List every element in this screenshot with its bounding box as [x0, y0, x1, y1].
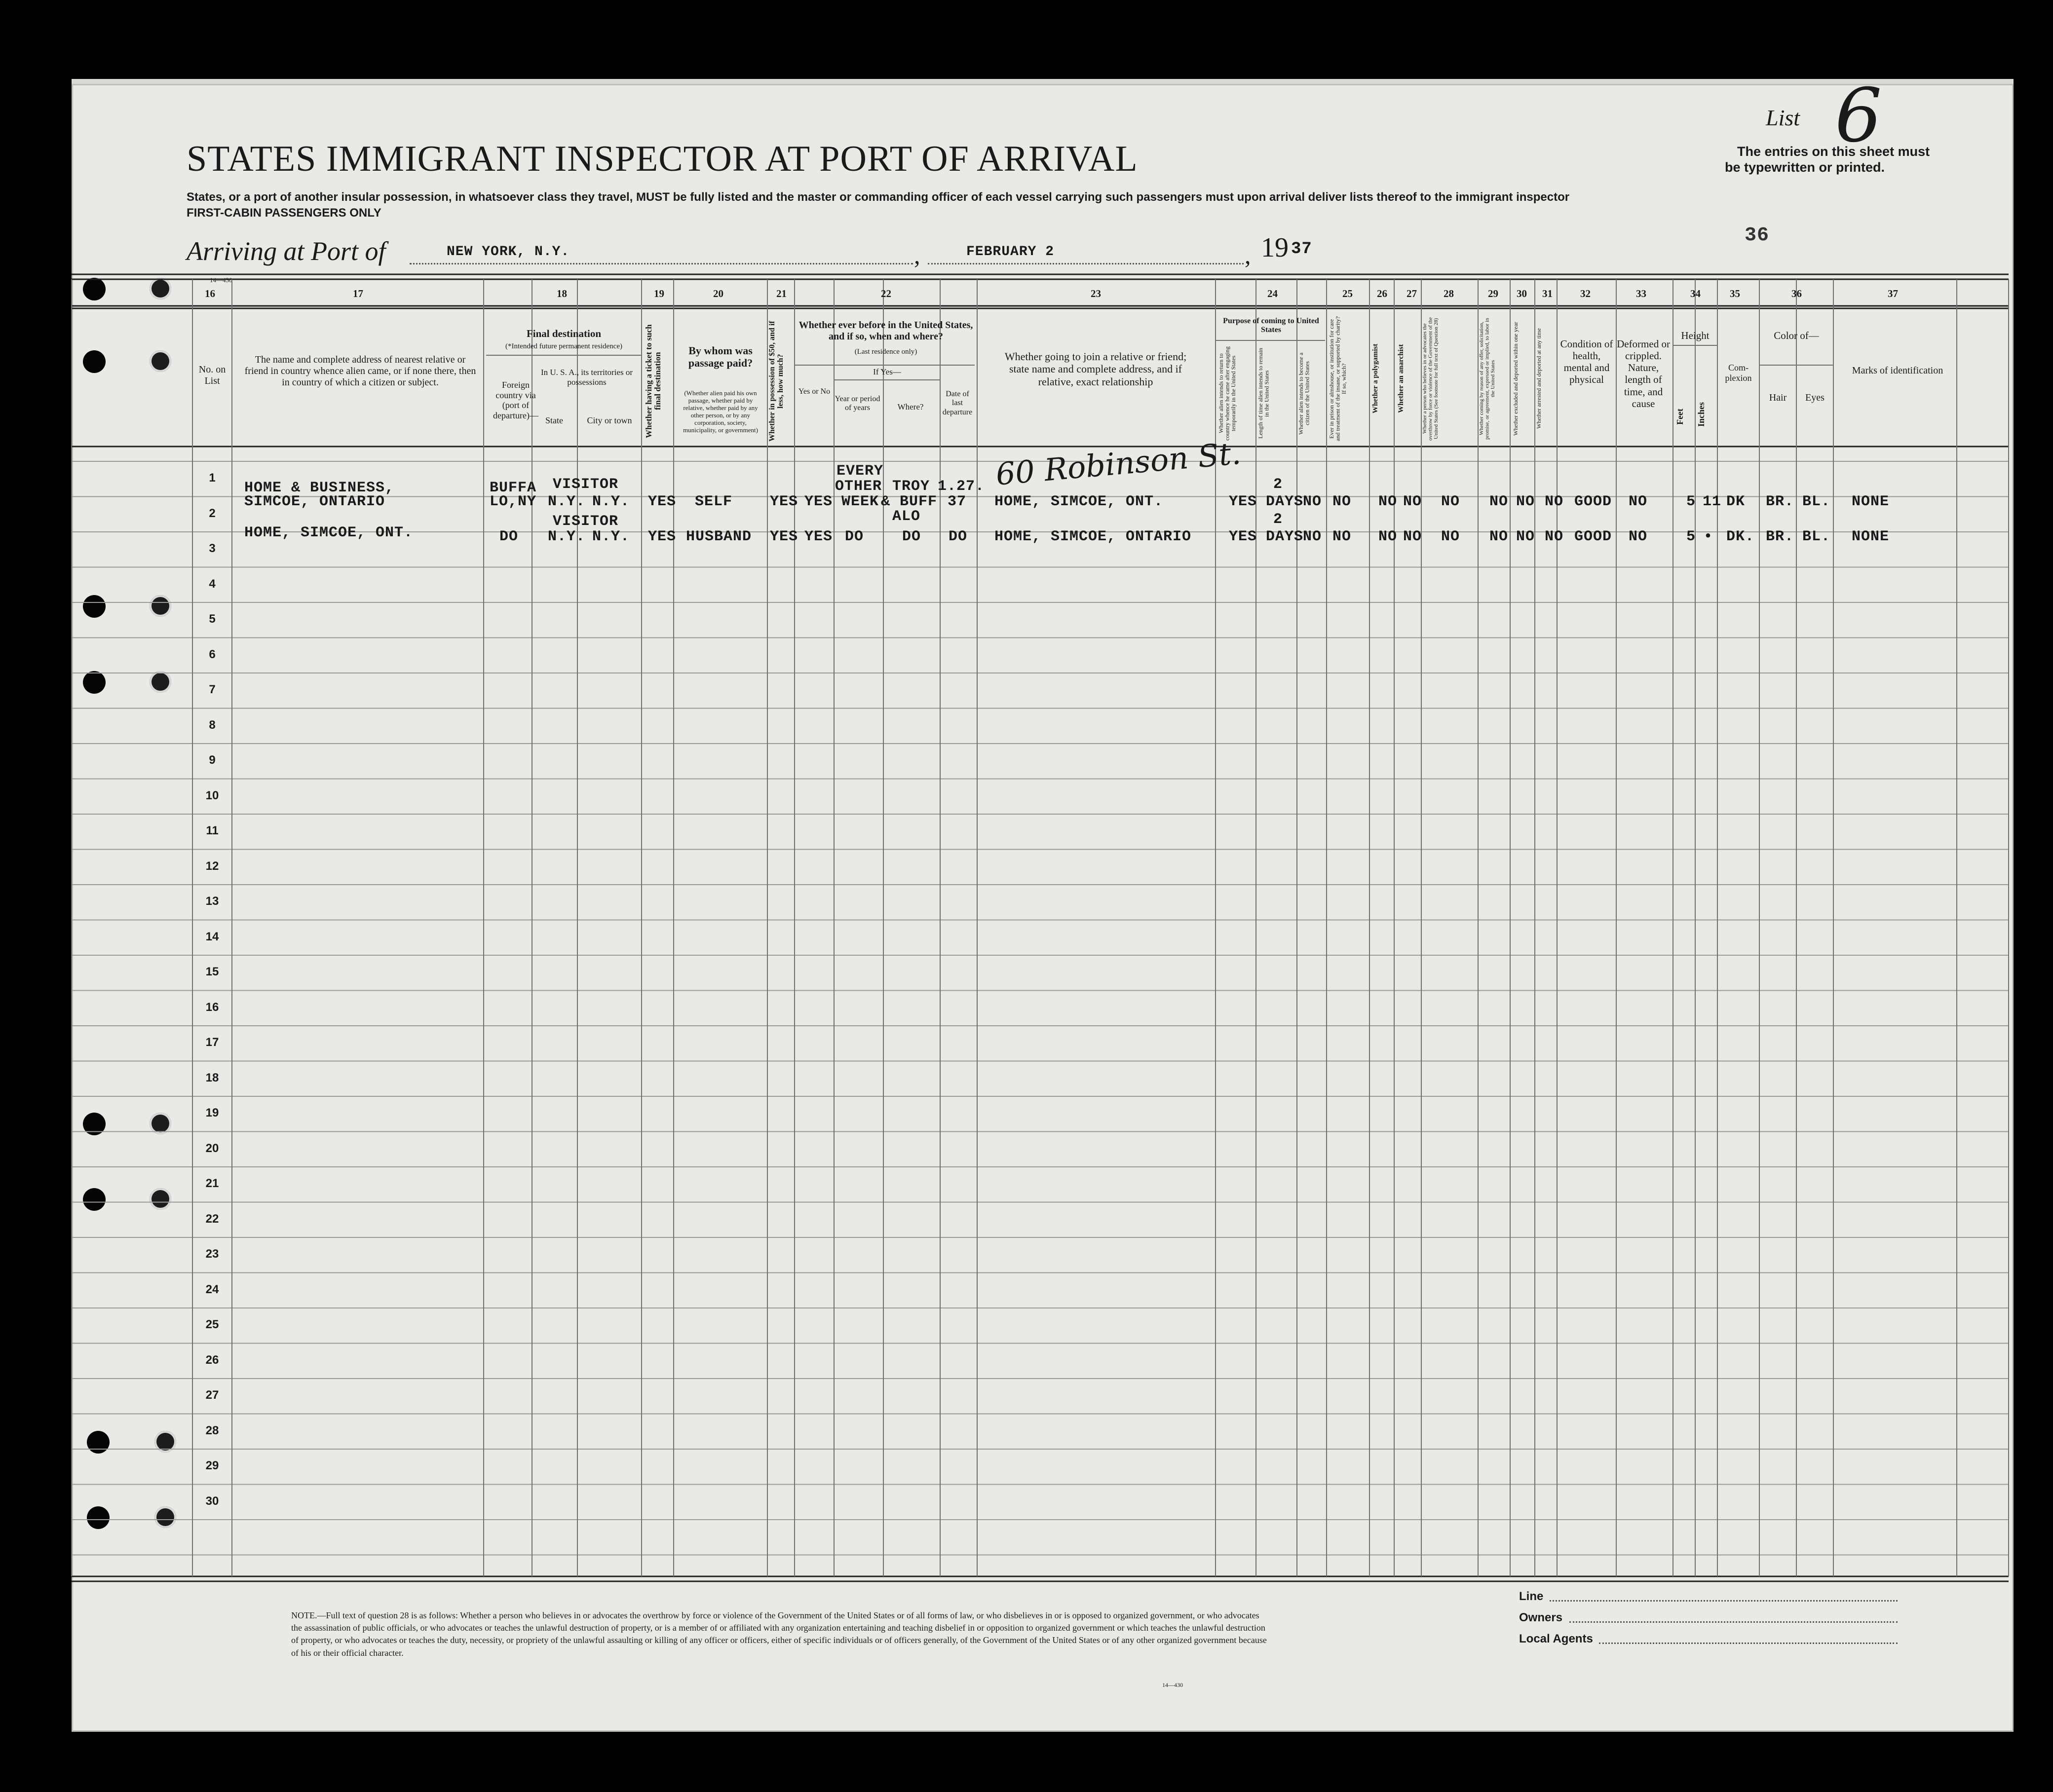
header-last-residence: (Last residence only): [854, 348, 917, 356]
header-marks: Marks of identification: [1852, 365, 1943, 376]
header-arrested: Whether arrested and deported at any time: [1535, 328, 1542, 429]
column-number: 35: [1730, 288, 1740, 299]
header-polygamist: Whether a polygamist: [1371, 343, 1379, 414]
row-number: 28: [205, 1423, 219, 1437]
row-number: 25: [205, 1318, 219, 1331]
column-number: 33: [1636, 288, 1646, 299]
header-if-yes: If Yes—: [873, 367, 901, 376]
port-value: NEW YORK, N.Y.: [447, 244, 570, 260]
arriving-label: Arriving at Port of: [187, 236, 386, 266]
list-label: List: [1766, 105, 1800, 130]
cell-marks: NONE: [1852, 528, 1890, 545]
cell-excluded: NO: [1516, 528, 1535, 545]
row-number: 13: [205, 895, 219, 908]
cell-become-citizen: NO: [1303, 528, 1322, 545]
cell-foreign-country: BUFFA: [490, 480, 537, 496]
row-number: 20: [205, 1141, 219, 1155]
header-anarchist: Whether an anarchist: [1397, 344, 1405, 413]
cell-last-departure: 37: [948, 493, 967, 510]
header-intends-return: Whether alien intends to return to country whence he came after engaging temporarily in the United States: [1217, 346, 1237, 441]
header-final-destination-note: (*Intended future permanent residence): [505, 342, 622, 350]
cell-feet: 5: [1686, 528, 1696, 545]
cell-length-of-time: 2: [1273, 511, 1283, 528]
header-excluded: Whether excluded and deported within one year: [1512, 322, 1519, 436]
cell-deformed: NO: [1629, 528, 1648, 545]
list-number: 6: [1835, 73, 1882, 159]
row-number: 26: [205, 1353, 219, 1367]
row-number: 6: [209, 647, 216, 661]
row-number: 1: [209, 471, 216, 485]
subtitle: States, or a port of another insular possession, in whatsoever class they travel, MUST be fully listed and the master or commanding officer of each vessel carrying such passengers must upon arrival deliver lists thereof to the immigrant inspector: [187, 190, 1570, 204]
year-prefix: 19: [1261, 232, 1289, 263]
column-number: 30: [1517, 288, 1527, 299]
header-year-period: Year or period of years: [835, 395, 880, 412]
cell-overthrow: NO: [1441, 528, 1460, 545]
column-number: 16: [205, 288, 215, 299]
header-in-usa: In U. S. A., its territories or possessions: [540, 368, 633, 387]
cell-arrested: NO: [1545, 493, 1564, 510]
cell-inches: •: [1704, 528, 1713, 545]
cell-feet: 5: [1686, 493, 1696, 510]
header-final-destination: Final destination: [526, 328, 602, 339]
column-number: 18: [557, 288, 567, 299]
footnote-question-28: NOTE.—Full text of question 28 is as follows: Whether a person who believes in or advocates the overthrow by force or violence of the Government of the United States or of all forms of law, or who disbelieves in or is opposed to organized government, or who advocates the assassination of public officials, or who advocates or teaches the unlawful destruction of property, or is a member of or affiliated with any organization entertaining and teaching disbelief in or opposition to organized government or which teaches the unlawful destruction of property, or who advocates or teaches the duty, necessity, or propriety of the unlawful assaulting or killing of any officer or officers, either of specific individuals or of officers generally, of the Government of the United States or of any other organized government because of his or their official character.: [291, 1610, 1267, 1658]
cell-fifty-dollars: YES: [770, 528, 798, 545]
cell-visitor: VISITOR: [553, 476, 619, 493]
cell-hair: BR.: [1766, 528, 1794, 545]
column-number: 23: [1091, 288, 1101, 299]
row-number: 15: [205, 965, 219, 978]
cell-foreign-country: LO,NY: [490, 493, 537, 510]
row-number: 9: [209, 753, 216, 767]
footer-form-code: 14—430: [1162, 1681, 1183, 1688]
cell-labor-offer: NO: [1489, 493, 1509, 510]
owners-field: [1569, 1621, 1898, 1623]
header-nearest-relative: The name and complete address of nearest relative or friend in country whence alien came, or if none there, then in country of which a citizen or subject.: [244, 354, 476, 388]
cell-length-of-time: 2: [1273, 476, 1283, 493]
page-title: STATES IMMIGRANT INSPECTOR AT PORT OF ARRIVAL: [187, 139, 1138, 179]
cell-hair: BR.: [1766, 493, 1794, 510]
cell-prison: NO: [1332, 493, 1352, 510]
header-last-departure: Date of last departure: [942, 390, 973, 416]
header-color-of: Color of—: [1774, 330, 1819, 341]
column-number: 24: [1267, 288, 1278, 299]
cell-deformed: NO: [1629, 493, 1648, 510]
comma: ,: [914, 241, 920, 269]
cell-intends-return: YES: [1229, 493, 1257, 510]
row-number: 29: [205, 1459, 219, 1472]
cell-labor-offer: NO: [1489, 528, 1509, 545]
cell-ticket: YES: [648, 528, 677, 545]
header-height: Height: [1681, 330, 1710, 341]
header-passage-paid: By whom was passage paid?: [688, 344, 753, 370]
cell-inches: 11: [1703, 493, 1722, 510]
cell-polygamist: NO: [1378, 528, 1398, 545]
cell-year-period: WEEK: [841, 493, 879, 510]
cell-last-departure: DO: [949, 528, 968, 545]
column-number: 29: [1488, 288, 1498, 299]
header-ticket: Whether having a ticket to such final destination: [644, 324, 662, 438]
column-number: 37: [1888, 288, 1898, 299]
cell-passage-paid: HUSBAND: [686, 528, 752, 545]
line-label: Line: [1519, 1590, 1544, 1603]
row-number: 17: [205, 1036, 219, 1049]
cell-city: N.Y.: [592, 528, 630, 545]
header-state: State: [545, 415, 563, 425]
cell-join-relative: HOME, SIMCOE, ONT.: [994, 493, 1164, 510]
header-eyes: Eyes: [1805, 392, 1825, 403]
year-suffix: 37: [1291, 240, 1312, 259]
cell-prison: NO: [1332, 528, 1352, 545]
header-fifty-dollars: Whether in possession of $50, and if less, how much?: [768, 321, 785, 442]
cell-anarchist: NO: [1403, 493, 1422, 510]
local-agents-field: [1599, 1643, 1898, 1644]
cell-ever-before: YES: [804, 493, 833, 510]
header-hair: Hair: [1769, 392, 1787, 403]
cell-intends-return: YES: [1229, 528, 1257, 545]
cell-overthrow: NO: [1441, 493, 1460, 510]
row-number: 10: [205, 788, 219, 802]
cell-where: ALO: [892, 508, 921, 525]
entries-note: The entries on this sheet must: [1737, 144, 1930, 159]
cell-where: DO: [902, 528, 921, 545]
header-become-citizen: Whether alien intends to become a citizen of the United States: [1297, 352, 1311, 435]
header-length-of-time: Length of time alien intends to remain in the United States: [1257, 348, 1270, 439]
cell-nearest-relative: HOME & BUSINESS,: [244, 480, 395, 496]
cell-foreign-country: DO: [499, 528, 519, 545]
subtitle-class: FIRST-CABIN PASSENGERS ONLY: [187, 206, 381, 220]
cell-marks: NONE: [1852, 493, 1890, 510]
cell-city: N.Y.: [592, 493, 630, 510]
column-number: 25: [1342, 288, 1353, 299]
header-yes-or-no: Yes or No: [798, 387, 831, 396]
cell-complexion: DK.: [1726, 528, 1755, 545]
header-overthrow: Whether a person who believes in or advocates the overthrow by force or violence of the Government of the United States (See footnote for full text of Question 28): [1422, 317, 1440, 441]
header-foreign-country: Foreign country via (port of departure)—: [493, 380, 538, 421]
cell-eyes: BL.: [1802, 528, 1831, 545]
cell-eyes: BL.: [1802, 493, 1831, 510]
form-code: 14—430: [210, 276, 232, 284]
column-number: 19: [654, 288, 664, 299]
row-number: 7: [209, 683, 216, 696]
column-number: 32: [1580, 288, 1591, 299]
cell-fifty-dollars: YES: [770, 493, 798, 510]
cell-year-period: OTHER: [835, 478, 882, 495]
cell-nearest-relative: HOME, SIMCOE, ONT.: [244, 524, 414, 541]
cell-nearest-relative: SIMCOE, ONTARIO: [244, 493, 385, 510]
row-number: 22: [205, 1212, 219, 1226]
owners-label: Owners: [1519, 1611, 1563, 1624]
row-number: 27: [205, 1388, 219, 1402]
cell-year-period: DO: [845, 528, 864, 545]
cell-where: TROY: [892, 478, 930, 495]
cell-arrested: NO: [1545, 528, 1564, 545]
row-number: 14: [205, 930, 219, 943]
column-number: 26: [1377, 288, 1387, 299]
column-number: 31: [1542, 288, 1553, 299]
column-number: 27: [1407, 288, 1417, 299]
row-number: 5: [209, 612, 216, 626]
cell-health: GOOD: [1574, 528, 1612, 545]
cell-join-relative: HOME, SIMCOE, ONTARIO: [994, 528, 1192, 545]
row-number: 3: [209, 542, 216, 555]
header-where: Where?: [897, 402, 924, 411]
header-complexion: Com-plexion: [1725, 363, 1752, 383]
column-number: 20: [713, 288, 723, 299]
cell-passage-paid: SELF: [695, 493, 733, 510]
comma: ,: [1245, 241, 1251, 269]
column-number: 21: [776, 288, 787, 299]
header-labor-offer: Whether coming by reason of any offer, solicitation, promise, or agreement, expressed or implied, to labor in the United States: [1479, 318, 1496, 440]
header-deformed: Deformed or crippled. Nature, length of time, and cause: [1617, 338, 1670, 410]
line-field: [1550, 1600, 1898, 1602]
cell-handwritten-address: 60 Robinson St.: [994, 435, 1243, 492]
header-prison-almshouse: Ever in prison or almshouse, or institution for care and treatment of the insane, or supported by charity? If so, which?: [1328, 316, 1348, 441]
header-city: City or town: [587, 415, 632, 425]
row-number: 2: [209, 506, 216, 520]
header-no-on-list: No. on List: [198, 364, 226, 386]
cell-anarchist: NO: [1403, 528, 1422, 545]
row-number: 8: [209, 718, 216, 732]
cell-health: GOOD: [1574, 493, 1612, 510]
cell-state: N.Y.: [548, 493, 586, 510]
cell-year-period: EVERY: [836, 463, 884, 480]
cell-length-of-time: DAYS: [1266, 528, 1304, 545]
cell-polygamist: NO: [1378, 493, 1398, 510]
cell-state: N.Y.: [548, 528, 586, 545]
row-number: 30: [205, 1494, 219, 1508]
cell-ticket: YES: [648, 493, 677, 510]
row-number: 21: [205, 1177, 219, 1190]
row-number: 12: [205, 859, 219, 873]
row-number: 18: [205, 1071, 219, 1084]
row-number: 16: [205, 1000, 219, 1014]
row-number: 24: [205, 1282, 219, 1296]
column-number: 22: [881, 288, 891, 299]
column-number: 28: [1444, 288, 1454, 299]
sheet-code: 36: [1745, 224, 1770, 247]
column-number: 17: [353, 288, 363, 299]
row-number: 23: [205, 1247, 219, 1261]
header-inches: Inches: [1696, 402, 1706, 427]
cell-ever-before: YES: [804, 528, 833, 545]
date-value: FEBRUARY 2: [966, 244, 1055, 260]
row-number: 19: [205, 1106, 219, 1120]
row-number: 11: [206, 824, 219, 837]
column-number: 34: [1690, 288, 1701, 299]
cell-last-departure: 1.27.: [938, 478, 985, 495]
column-number: 36: [1791, 288, 1802, 299]
header-join-relative: Whether going to join a relative or friend; state name and complete address, and if relative, exact relationship: [1004, 350, 1187, 388]
header-ever-before: Whether ever before in the United States, and if so, when and where?: [798, 320, 973, 342]
header-feet: Feet: [1675, 409, 1685, 425]
local-agents-label: Local Agents: [1519, 1632, 1593, 1645]
header-purpose: Purpose of coming to United States: [1223, 317, 1319, 335]
cell-where: & BUFF: [881, 493, 938, 510]
cell-excluded: NO: [1516, 493, 1535, 510]
cell-become-citizen: NO: [1303, 493, 1322, 510]
header-passage-paid-note: (Whether alien paid his own passage, whether paid by relative, whether paid by any other person, or by any corporation, society, municipality, or government): [683, 389, 758, 434]
cell-visitor: VISITOR: [553, 513, 619, 530]
row-number: 4: [209, 577, 216, 591]
entries-note: be typewritten or printed.: [1725, 160, 1885, 175]
header-health: Condition of health, mental and physical: [1560, 338, 1613, 386]
cell-length-of-time: DAYS: [1266, 493, 1304, 510]
cell-complexion: DK: [1726, 493, 1746, 510]
